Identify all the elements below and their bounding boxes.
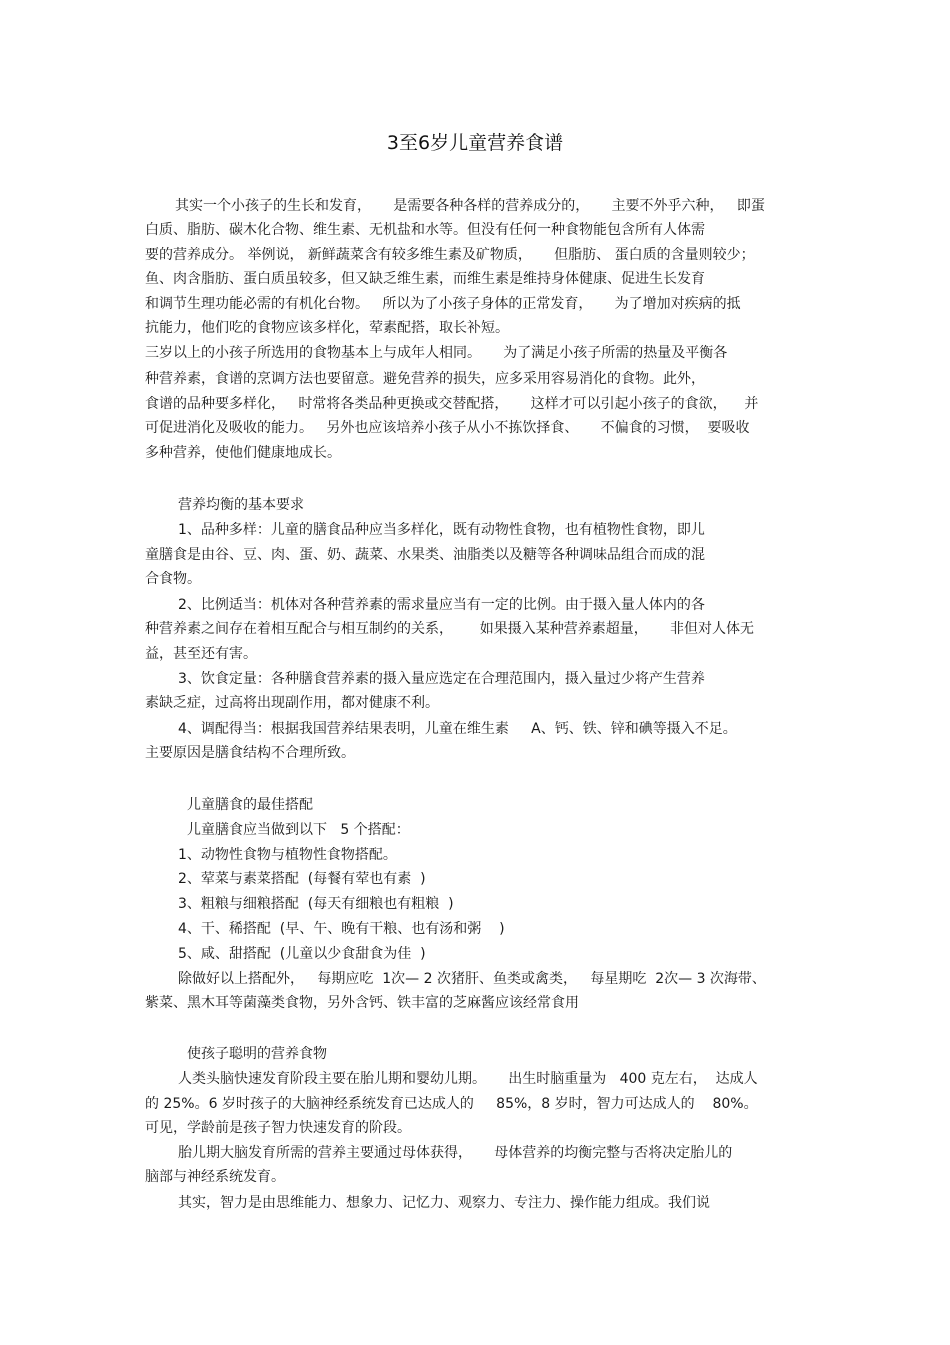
- section-line: 紫菜、黑木耳等菌藻类食物，另外含钙、铁丰富的芝麻酱应该经常食用: [145, 995, 579, 1011]
- section-line: 除做好以上搭配外， 每期应吃 1次— 2 次猪肝、鱼类或禽类， 每星期吃 2次— 3 次海带、: [178, 971, 766, 987]
- section-line: 种营养素之间存在着相互配合与相互制约的关系， 如果摄入某种营养素超量， 非但对人体无: [145, 621, 754, 637]
- section-heading: 营养均衡的基本要求: [178, 497, 304, 513]
- section-line: 5、咸、甜搭配 (儿童以少食甜食为佳 ): [178, 946, 426, 962]
- section-heading: 儿童膳食的最佳搭配: [187, 797, 313, 813]
- intro-line: 三岁以上的小孩子所选用的食物基本上与成年人相同。 为了满足小孩子所需的热量及平衡各: [145, 345, 728, 361]
- section-line: 2、比例适当：机体对各种营养素的需求量应当有一定的比例。由于摄入量人体内的各: [178, 597, 705, 613]
- section-line: 人类头脑快速发育阶段主要在胎儿期和婴幼儿期。 出生时脑重量为 400 克左右， 达成人: [178, 1071, 758, 1087]
- section-line: 4、干、稀搭配 (早、午、晚有干粮、也有汤和粥 ): [178, 921, 505, 937]
- section-line: 4、调配得当：根据我国营养结果表明，儿童在维生素 A、钙、铁、锌和碘等摄入不足。: [178, 721, 737, 737]
- section-line: 3、粗粮与细粮搭配 (每天有细粮也有粗粮 ): [178, 896, 454, 912]
- section-heading: 使孩子聪明的营养食物: [187, 1046, 327, 1062]
- section-line: 其实，智力是由思维能力、想象力、记忆力、观察力、专注力、操作能力组成。我们说: [178, 1195, 710, 1211]
- section-line: 益，甚至还有害。: [145, 646, 257, 662]
- section-line: 的 25%。6 岁时孩子的大脑神经系统发育已达成人的 85%，8 岁时，智力可达成人的 80%。: [145, 1096, 758, 1112]
- section-line: 3、饮食定量：各种膳食营养素的摄入量应选定在合理范围内，摄入量过少将产生营养: [178, 671, 705, 687]
- intro-line: 和调节生理功能必需的有机化台物。 所以为了小孩子身体的正常发育， 为了增加对疾病的抵: [145, 296, 741, 312]
- intro-line: 抗能力，他们吃的食物应该多样化，荤素配搭，取长补短。: [145, 320, 509, 336]
- section-line: 胎儿期大脑发育所需的营养主要通过母体获得， 母体营养的均衡完整与否将决定胎儿的: [178, 1145, 733, 1161]
- intro-line: 鱼、肉含脂肪、蛋白质虽较多，但又缺乏维生素，而维生素是维持身体健康、促进生长发育: [145, 271, 705, 287]
- intro-line: 要的营养成分。 举例说， 新鲜蔬菜含有较多维生素及矿物质， 但脂肪、 蛋白质的含量则较少；: [145, 247, 755, 263]
- document-title: 3至6岁儿童营养食谱: [386, 132, 564, 154]
- section-line: 儿童膳食应当做到以下 5 个搭配：: [187, 822, 410, 838]
- intro-line: 食谱的品种要多样化， 时常将各类品种更换或交替配搭， 这样才可以引起小孩子的食欲， 并: [145, 396, 759, 412]
- intro-line: 白质、脂肪、碳木化合物、维生素、无机盐和水等。但没有任何一种食物能包含所有人体需: [145, 222, 705, 238]
- section-line: 合食物。: [145, 571, 201, 587]
- section-line: 脑部与神经系统发育。: [145, 1169, 285, 1185]
- section-line: 2、荤菜与素菜搭配 (每餐有荤也有素 ): [178, 871, 426, 887]
- section-line: 童膳食是由谷、豆、肉、蛋、奶、蔬菜、水果类、油脂类以及糖等各种调味品组合而成的混: [145, 547, 705, 563]
- intro-line: 其实一个小孩子的生长和发育， 是需要各种各样的营养成分的， 主要不外乎六种， 即蛋: [175, 198, 765, 214]
- section-line: 可见，学龄前是孩子智力快速发育的阶段。: [145, 1120, 411, 1136]
- section-line: 主要原因是膳食结构不合理所致。: [145, 745, 355, 761]
- intro-line: 种营养素，食谱的烹调方法也要留意。避免营养的损失，应多采用容易消化的食物。此外，: [145, 371, 705, 387]
- intro-line: 可促进消化及吸收的能力。 另外也应该培养小孩子从小不拣饮择食、 不偏食的习惯， 要吸收: [145, 420, 750, 436]
- section-line: 1、品种多样：儿童的膳食品种应当多样化，既有动物性食物，也有植物性食物，即儿: [178, 522, 705, 538]
- section-line: 1、动物性食物与植物性食物搭配。: [178, 847, 397, 863]
- intro-line: 多种营养，使他们健康地成长。: [145, 445, 341, 461]
- section-line: 素缺乏症，过高将出现副作用，都对健康不利。: [145, 695, 439, 711]
